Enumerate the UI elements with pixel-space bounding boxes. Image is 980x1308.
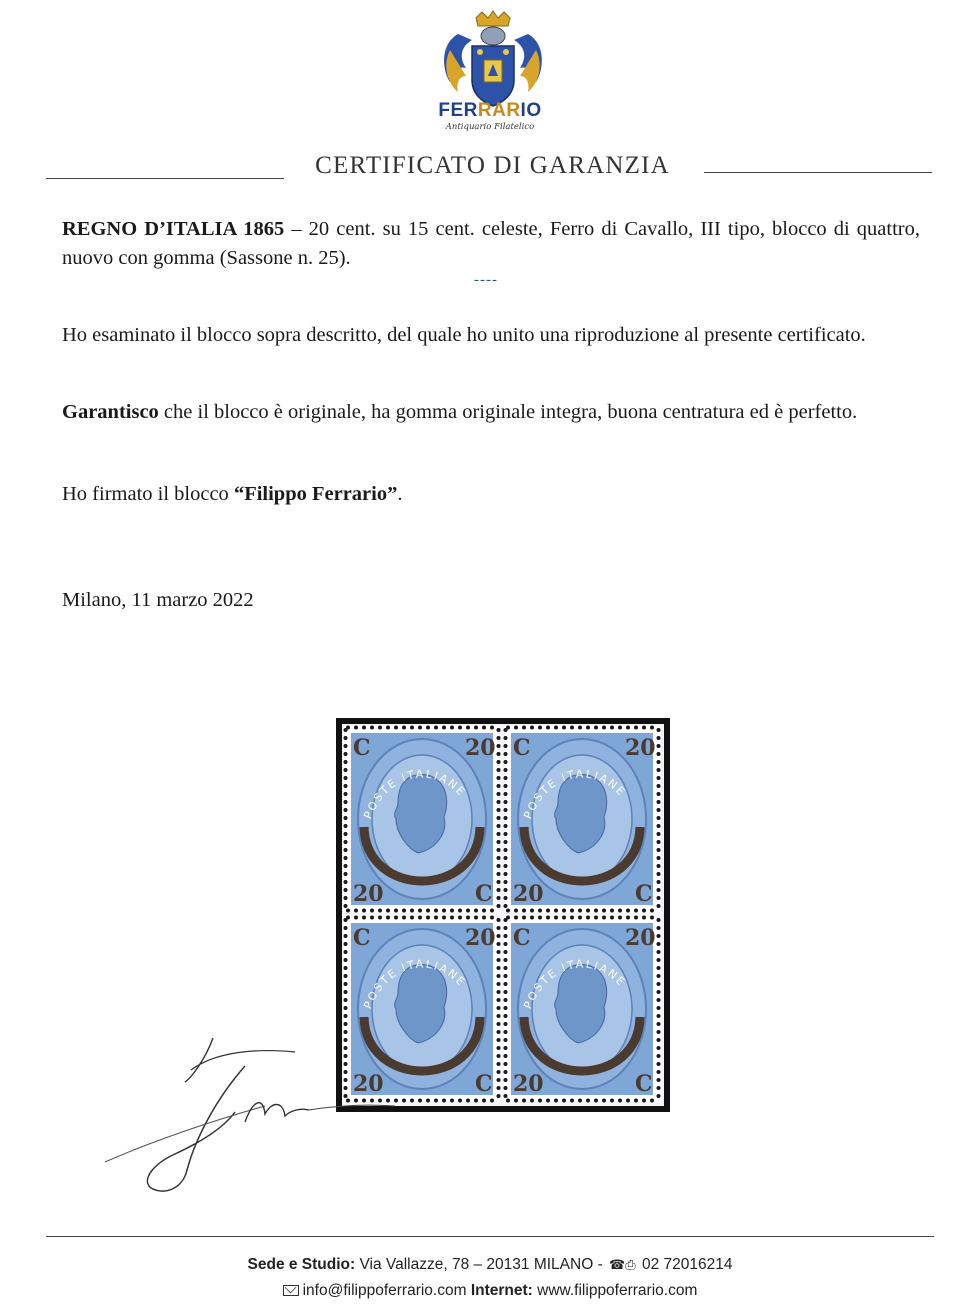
address-label: Sede e Studio: (247, 1256, 356, 1273)
certificate-title: CERTIFICATO DI GARANZIA (315, 152, 670, 179)
stamp-value-top: 20 (625, 735, 656, 761)
stamp (504, 726, 661, 913)
footer-contacts (0, 1282, 980, 1300)
footer-address (0, 1256, 980, 1274)
stamp-description (62, 215, 920, 273)
stamp (344, 726, 501, 913)
website-link[interactable]: www.filippoferrario.com (532, 1282, 698, 1299)
title-rule-left (46, 178, 284, 179)
signature-name: “Filippo Ferrario” (233, 483, 398, 505)
guarantee-paragraph (62, 398, 920, 427)
handwritten-signature (95, 1030, 415, 1200)
stamp-inscription: POSTE ITALIANE (361, 957, 469, 1011)
phone-fax-icon: ☎⎙ (609, 1257, 636, 1272)
stamp-letter-bottom: C (475, 881, 493, 907)
mail-icon (283, 1285, 299, 1296)
stamp-value-top: 20 (465, 735, 496, 761)
stamp-letter-top: C (513, 735, 531, 761)
stamp-value-top: 20 (625, 925, 656, 951)
phone-number: 02 72016214 (641, 1256, 733, 1273)
stamp-value-top: 20 (465, 925, 496, 951)
stamp-letter-bottom: C (635, 881, 653, 907)
stamp (504, 916, 661, 1103)
signature-paragraph (62, 480, 920, 509)
examination-paragraph: Ho esaminato il blocco sopra descritto, del quale ho unito una riproduzione al presente certificato. (62, 324, 866, 346)
stamp-letter-bottom: C (475, 1071, 493, 1097)
email-link[interactable]: info@filippoferrario.com (302, 1282, 467, 1299)
stamp-letter-top: C (513, 925, 531, 951)
signature-end: . (397, 483, 403, 505)
stamp-value-bottom: 20 (513, 1071, 544, 1097)
footer-rule (46, 1236, 934, 1237)
stamp-letter-top: C (353, 925, 371, 951)
stamp-value-bottom: 20 (353, 1071, 384, 1097)
stamp-letter-top: C (353, 735, 371, 761)
stamp-inscription: POSTE ITALIANE (521, 767, 629, 821)
signature-text: Ho firmato il blocco (62, 483, 234, 505)
stamp-inscription: POSTE ITALIANE (361, 767, 469, 821)
place-date: Milano, 11 marzo 2022 (62, 589, 254, 611)
brand-tagline: Antiquario Filatelico (445, 122, 535, 132)
brand-name: FERRARIO (438, 100, 542, 121)
stamp-value-bottom: 20 (353, 881, 384, 907)
address-text: Via Vallazze, 78 – 20131 MILANO - (355, 1256, 608, 1273)
separator: ---- (474, 272, 498, 288)
guarantee-lead: Garantisco (62, 401, 159, 423)
description-text: – 20 cent. su 15 cent. celeste, Ferro di Cavallo, III tipo, blocco di quattro, nuovo con gomma (Sassone n. 25). (62, 218, 920, 269)
guarantee-text: che il blocco è originale, ha gomma originale integra, buona centratura ed è perfetto. (158, 401, 858, 423)
description-lead: REGNO D’ITALIA 1865 (62, 218, 285, 240)
title-rule-right (704, 172, 932, 173)
stamp-value-bottom: 20 (513, 881, 544, 907)
stamp-inscription: POSTE ITALIANE (521, 957, 629, 1011)
stamp-letter-bottom: C (635, 1071, 653, 1097)
internet-label: Internet: (470, 1282, 533, 1299)
